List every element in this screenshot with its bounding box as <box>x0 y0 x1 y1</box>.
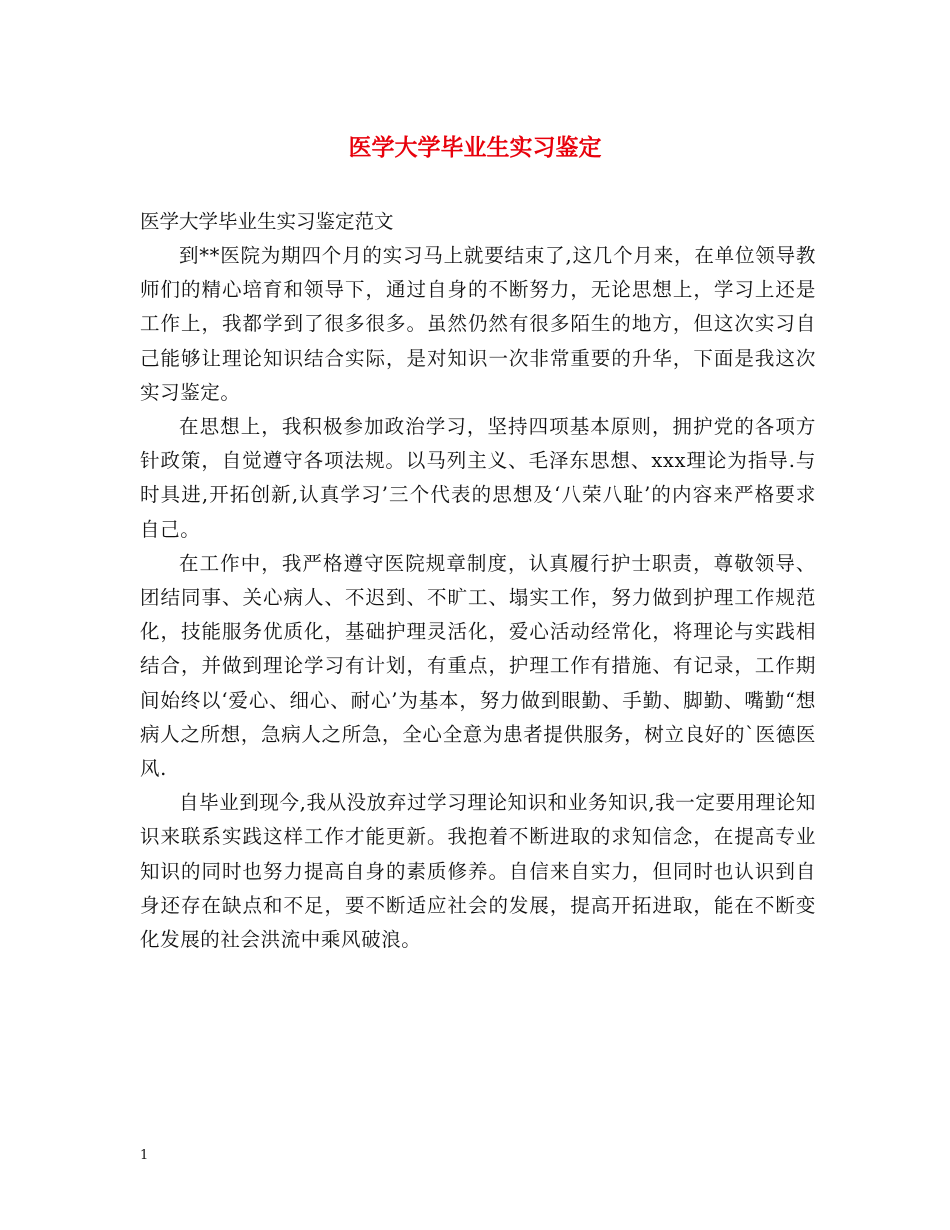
document-title: 医学大学毕业生实习鉴定 <box>348 134 602 161</box>
paragraph-4: 自毕业到现今,我从没放弃过学习理论知识和业务知识,我一定要用理论知识来联系实践这样工作才能更新。我抱着不断进取的求知信念，在提高专业知识的同时也努力提高自身的素质修养。自信来自实力，但同时也认识到自身还存在缺点和不足，要不断适应社会的发展，提高开拓进取，能在不断变化发展的社会洪流中乘风破浪。 <box>140 791 816 952</box>
document-body <box>140 239 816 957</box>
paragraph-2: 在思想上，我积极参加政治学习，坚持四项基本原则，拥护党的各项方针政策，自觉遵守各项法规。以马列主义、毛泽东思想、xxx理论为指导.与时具进,开拓创新,认真学习’三个代表的思想及‘八荣八耻’的内容来严格要求自己。 <box>140 415 816 541</box>
page-number: 1 <box>140 1148 149 1163</box>
document-subtitle: 医学大学毕业生实习鉴定范文 <box>140 210 394 233</box>
paragraph-1: 到**医院为期四个月的实习马上就要结束了,这几个月来，在单位领导教师们的精心培育和领导下，通过自身的不断努力，无论思想上，学习上还是工作上，我都学到了很多很多。虽然仍然有很多陌生的地方，但这次实习自己能够让理论知识结合实际，是对知识一次非常重要的升华，下面是我这次实习鉴定。 <box>140 244 816 404</box>
paragraph-3: 在工作中，我严格遵守医院规章制度，认真履行护士职责，尊敬领导、团结同事、关心病人、不迟到、不旷工、塌实工作，努力做到护理工作规范化，技能服务优质化，基础护理灵活化，爱心活动经常化，将理论与实践相结合，并做到理论学习有计划，有重点，护理工作有措施、有记录，工作期间始终以‘爱心、细心、耐心’为基本，努力做到眼勤、手勤、脚勤、嘴勤“想病人之所想，急病人之所急，全心全意为患者提供服务，树立良好的`医德医风. <box>140 551 816 781</box>
